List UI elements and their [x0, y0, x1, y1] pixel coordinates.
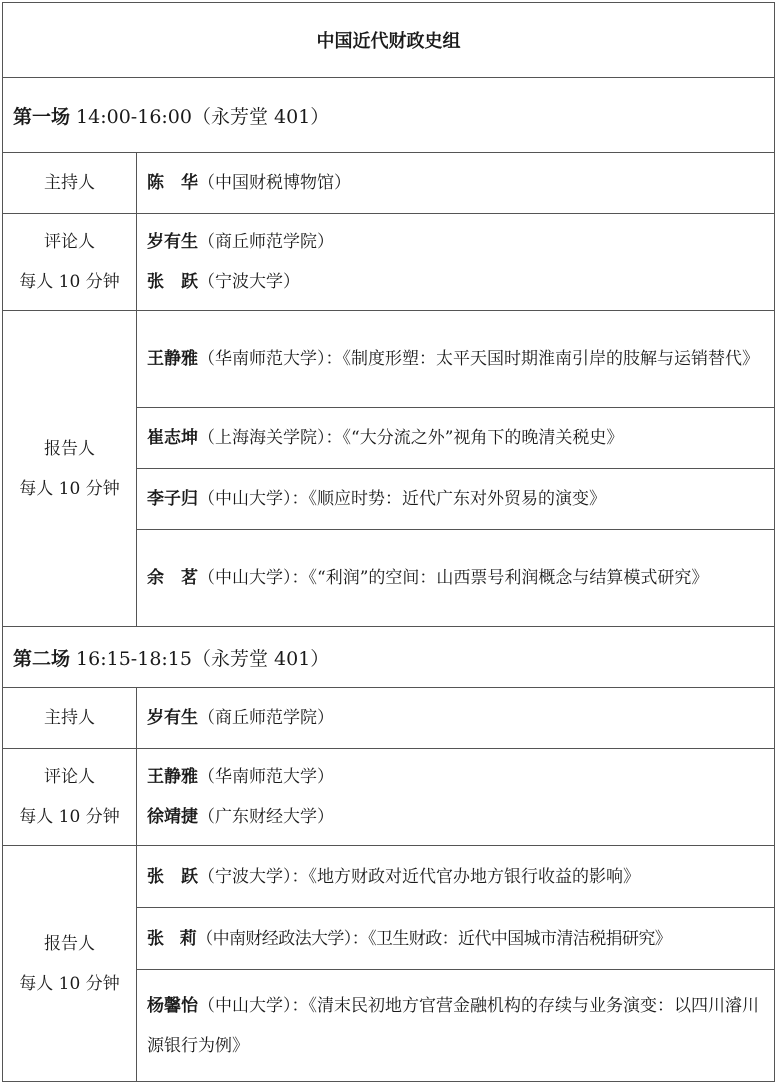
reporter-name: 杨馨怡: [147, 995, 198, 1016]
host-cell: [137, 688, 775, 749]
reporter-affiliation: （中山大学）：: [198, 995, 309, 1016]
host-label: 主持人: [3, 688, 137, 749]
time-note: 每人 10 分钟: [19, 272, 120, 292]
commentator-label: 评论人: [44, 232, 95, 252]
schedule-table: [2, 2, 775, 1082]
host-label: 主持人: [3, 153, 137, 214]
session-header-2: [3, 627, 775, 688]
reporter-name: 余 茗: [147, 568, 198, 588]
commentators-cell: [137, 214, 775, 311]
reporter-affiliation: （中南财经政法大学）：: [196, 928, 369, 949]
paper-title: 《清末民初地方官营金融机构的存续与业务演变：以四川濬川源银行为例》: [147, 995, 759, 1056]
reporter-item: [137, 530, 775, 627]
reporter-label-cell: [3, 846, 137, 1082]
session-header-1: [3, 78, 775, 153]
commentator-label: 评论人: [44, 767, 95, 787]
reporter-affiliation: （中山大学）：: [198, 489, 309, 509]
reporter-label: 报告人: [44, 933, 95, 954]
reporter-item: [137, 908, 775, 970]
host-name: 岁有生: [147, 708, 198, 728]
reporter-affiliation: （上海海关学院）：: [198, 428, 343, 448]
commentator-affiliation: （商丘师范学院）: [198, 232, 334, 252]
commentators-cell: [137, 749, 775, 846]
time-note: 每人 10 分钟: [19, 973, 120, 994]
paper-title: 《顺应时势：近代广东对外贸易的演变》: [308, 489, 606, 509]
commentator-item: [147, 262, 770, 302]
commentator-name: 徐靖捷: [147, 807, 198, 827]
reporter-affiliation: （中山大学）：: [198, 568, 309, 588]
reporter-item: [137, 469, 775, 530]
session-2-time-venue: 16:15-18:15（永芳堂 401）: [70, 647, 330, 670]
session-1-time-venue: 14:00-16:00（永芳堂 401）: [70, 105, 330, 128]
commentator-affiliation: （宁波大学）: [198, 272, 300, 292]
time-note: 每人 10 分钟: [19, 807, 120, 827]
host-name: 陈 华: [147, 173, 198, 193]
commentator-name: 张 跃: [147, 272, 198, 292]
reporter-label: 报告人: [44, 438, 95, 459]
host-affiliation: （商丘师范学院）: [198, 708, 334, 728]
reporter-item: [137, 970, 775, 1082]
commentator-item: [147, 757, 770, 797]
reporter-name: 张 莉: [147, 928, 197, 949]
commentator-item: [147, 797, 770, 837]
reporter-item: [137, 846, 775, 908]
reporter-item: [137, 311, 775, 408]
commentator-label-cell: [3, 214, 137, 311]
paper-title: 《制度形塑：太平天国时期淮南引岸的肢解与运销替代》: [342, 349, 759, 369]
commentator-item: [147, 222, 770, 262]
session-1-prefix: 第一场: [13, 105, 71, 128]
paper-title: 《卫生财政：近代中国城市清洁税捐研究》: [368, 928, 672, 949]
reporter-label-cell: [3, 311, 137, 627]
commentator-affiliation: （华南师范大学）: [198, 767, 334, 787]
host-affiliation: （中国财税博物馆）: [198, 173, 351, 193]
reporter-name: 王静雅: [147, 349, 198, 369]
paper-title: 《“利润”的空间：山西票号利润概念与结算模式研究》: [308, 568, 709, 588]
commentator-affiliation: （广东财经大学）: [198, 807, 334, 827]
reporter-name: 张 跃: [147, 866, 198, 887]
schedule-title: 中国近代财政史组: [3, 3, 775, 78]
session-2-prefix: 第二场: [13, 647, 71, 670]
reporter-name: 崔志坤: [147, 428, 198, 448]
commentator-name: 岁有生: [147, 232, 198, 252]
paper-title: 《“大分流之外”视角下的晚清关税史》: [342, 428, 624, 448]
reporter-name: 李子归: [147, 489, 198, 509]
reporter-item: [137, 408, 775, 469]
commentator-name: 王静雅: [147, 767, 198, 787]
commentator-label-cell: [3, 749, 137, 846]
paper-title: 《地方财政对近代官办地方银行收益的影响》: [308, 866, 640, 887]
host-cell: [137, 153, 775, 214]
reporter-affiliation: （宁波大学）：: [198, 866, 309, 887]
reporter-affiliation: （华南师范大学）：: [198, 349, 343, 369]
time-note: 每人 10 分钟: [19, 478, 120, 499]
